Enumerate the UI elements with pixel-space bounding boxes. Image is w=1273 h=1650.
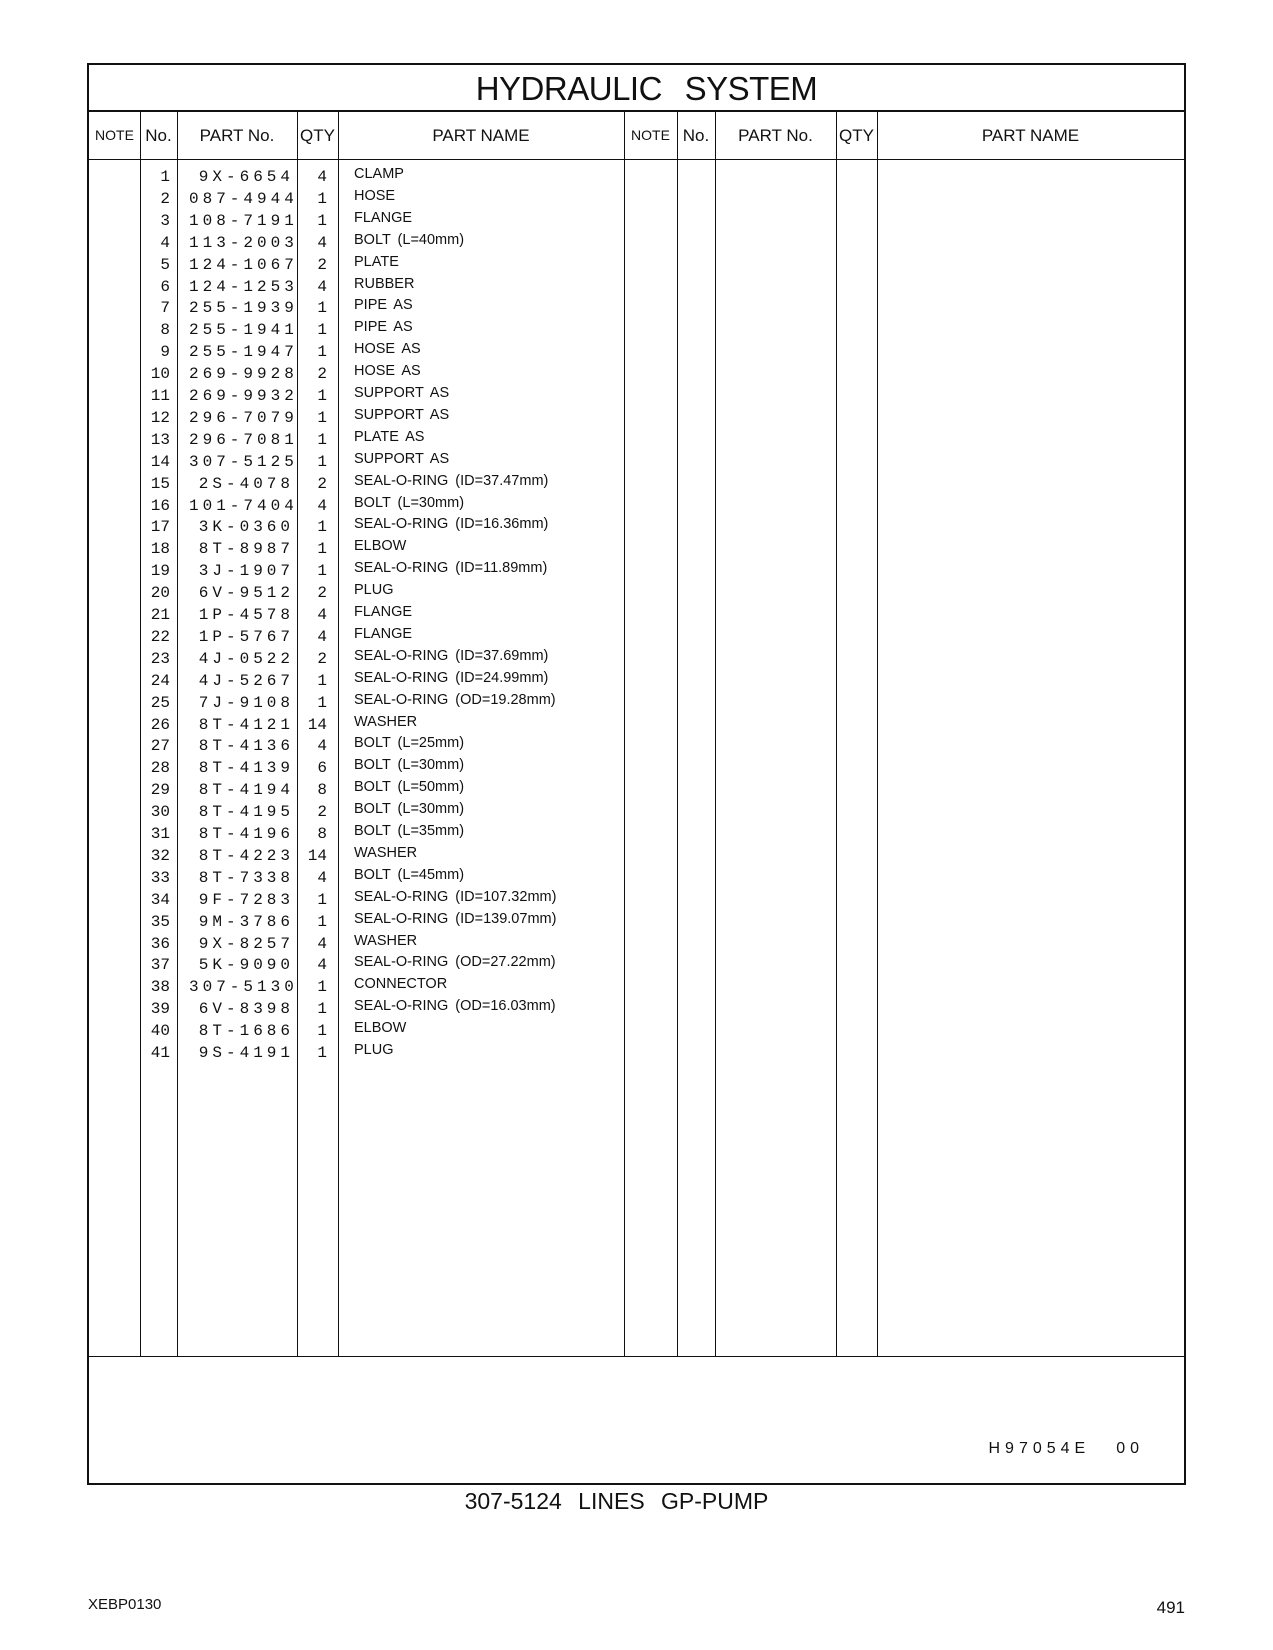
part-number: 307-5130 [189, 978, 298, 997]
header-qty: QTY [300, 126, 335, 145]
part-number: 8T-1686 [198, 1022, 294, 1041]
part-name: SEAL-O-RING (ID=139.07mm) [354, 910, 557, 927]
column-divider [677, 112, 678, 1356]
header-part-name: PART NAME [432, 126, 530, 145]
quantity: 1 [317, 693, 327, 712]
item-number: 23 [150, 649, 170, 668]
part-name: PLATE [354, 253, 399, 270]
item-number: 14 [150, 452, 170, 471]
item-number: 29 [150, 781, 170, 800]
header-note: NOTE [95, 127, 134, 143]
part-name: BOLT (L=45mm) [354, 866, 465, 883]
part-name: PLUG [354, 582, 394, 599]
quantity: 4 [317, 737, 327, 756]
item-number: 22 [150, 627, 170, 646]
quantity: 4 [317, 496, 327, 515]
header-qty: QTY [839, 126, 874, 145]
part-name: BOLT (L=30mm) [354, 757, 465, 774]
part-name: FLANGE [354, 625, 413, 642]
drawing-revision: 00 [1116, 1440, 1144, 1457]
quantity: 1 [317, 321, 327, 340]
item-number: 9 [160, 343, 170, 362]
column-divider [836, 112, 837, 1356]
item-number: 41 [150, 1044, 170, 1062]
part-name: WASHER [354, 713, 418, 730]
item-number: 24 [150, 671, 170, 690]
item-number: 36 [150, 934, 170, 953]
header-part-no: PART No. [199, 126, 275, 145]
part-number: 255-1941 [189, 321, 298, 340]
part-name: CONNECTOR [354, 976, 448, 993]
part-number: 101-7404 [189, 496, 298, 515]
item-number: 15 [150, 474, 170, 493]
quantity: 4 [317, 606, 327, 624]
quantity: 1 [317, 452, 327, 471]
part-name: ELBOW [354, 538, 407, 555]
part-name: SEAL-O-RING (ID=37.47mm) [354, 472, 549, 489]
document-id: XEBP0130 [88, 1596, 162, 1613]
drawing-code: H97054E 00 [988, 1440, 1144, 1457]
item-number: 3 [160, 211, 170, 230]
quantity: 2 [317, 474, 327, 493]
part-number: 9S-4191 [198, 1044, 294, 1062]
part-name: SUPPORT AS [354, 385, 450, 401]
part-name: BOLT (L=35mm) [354, 823, 465, 839]
item-number: 20 [150, 584, 170, 603]
quantity: 2 [317, 365, 327, 384]
quantity: 1 [317, 890, 327, 909]
item-number: 12 [150, 408, 170, 427]
part-name: SEAL-O-RING (ID=37.69mm) [354, 647, 549, 664]
item-number: 18 [150, 540, 170, 559]
part-name: RUBBER [354, 275, 415, 292]
item-number: 35 [150, 912, 170, 931]
part-number: 113-2003 [189, 233, 298, 252]
part-number: 8T-4195 [198, 803, 294, 822]
item-number: 25 [150, 693, 170, 712]
quantity: 1 [317, 1000, 327, 1019]
quantity: 2 [317, 584, 327, 603]
page-title: HYDRAULIC SYSTEM [89, 65, 1184, 112]
quantity: 4 [317, 277, 327, 296]
part-number: 3K-0360 [198, 518, 294, 537]
item-number: 5 [160, 255, 170, 274]
item-number: 26 [150, 715, 170, 734]
part-name: SUPPORT AS [354, 406, 450, 423]
item-number: 28 [150, 759, 170, 778]
part-number: 307-5125 [189, 452, 298, 471]
quantity: 1 [317, 912, 327, 931]
part-name: SEAL-O-RING (ID=107.32mm) [354, 888, 557, 905]
part-number: 8T-4121 [198, 715, 294, 734]
quantity: 8 [317, 825, 327, 843]
part-name: SEAL-O-RING (ID=16.36mm) [354, 516, 549, 533]
part-number: 087-4944 [189, 189, 298, 208]
part-name: BOLT (L=50mm) [354, 779, 465, 796]
quantity: 1 [317, 343, 327, 362]
item-number: 34 [150, 890, 170, 909]
part-name: FLANGE [354, 209, 413, 226]
quantity: 1 [317, 1022, 327, 1041]
part-number: 5K-9090 [198, 956, 294, 975]
item-number: 38 [150, 978, 170, 997]
part-name: CLAMP [354, 166, 404, 182]
part-number: 9M-3786 [198, 912, 294, 931]
item-number: 27 [150, 737, 170, 756]
header-part-name: PART NAME [981, 126, 1080, 145]
item-number: 17 [150, 518, 170, 537]
part-number: 296-7081 [189, 430, 298, 449]
header-divider [89, 159, 1184, 160]
quantity: 1 [317, 518, 327, 537]
part-number: 269-9928 [189, 365, 298, 384]
item-number: 40 [150, 1022, 170, 1041]
assembly-subtitle: 307-5124 LINES GP-PUMP [464, 1488, 769, 1514]
item-number: 37 [150, 956, 170, 975]
part-number: 1P-4578 [198, 606, 294, 624]
part-name: BOLT (L=40mm) [354, 231, 465, 248]
quantity: 1 [317, 671, 327, 690]
part-name: HOSE AS [354, 341, 421, 358]
column-divider [177, 112, 178, 1356]
item-number: 30 [150, 803, 170, 822]
item-number: 19 [150, 562, 170, 581]
part-number: 7J-9108 [198, 693, 294, 712]
item-number: 2 [160, 189, 170, 208]
quantity: 8 [317, 781, 327, 800]
header-part-no: PART No. [738, 126, 813, 145]
quantity: 2 [317, 255, 327, 274]
part-number: 9X-6654 [198, 168, 294, 186]
quantity: 1 [317, 562, 327, 581]
part-name: PIPE AS [354, 319, 413, 336]
part-name: SUPPORT AS [354, 450, 450, 467]
quantity: 1 [317, 211, 327, 230]
item-number: 10 [150, 365, 170, 384]
item-number: 32 [150, 846, 170, 865]
part-number: 9F-7283 [198, 890, 294, 909]
item-number: 11 [150, 387, 170, 405]
part-number: 124-1253 [189, 277, 298, 296]
part-number: 9X-8257 [198, 934, 294, 953]
quantity: 4 [317, 233, 327, 252]
column-divider [877, 112, 878, 1356]
quantity: 1 [317, 299, 327, 318]
part-number: 8T-4194 [198, 781, 294, 800]
part-name: BOLT (L=25mm) [354, 735, 465, 752]
quantity: 4 [317, 627, 327, 646]
part-number: 108-7191 [189, 211, 298, 230]
part-number: 6V-8398 [198, 1000, 294, 1019]
part-name: PLATE AS [354, 428, 425, 445]
item-number: 33 [150, 868, 170, 887]
quantity: 14 [307, 846, 327, 865]
part-number: 2S-4078 [198, 474, 294, 493]
column-divider [715, 112, 716, 1356]
part-name: SEAL-O-RING (OD=16.03mm) [354, 998, 556, 1015]
part-name: BOLT (L=30mm) [354, 494, 465, 511]
quantity: 1 [317, 978, 327, 997]
quantity: 1 [317, 540, 327, 559]
part-number: 8T-4136 [198, 737, 294, 756]
part-number: 4J-0522 [198, 649, 294, 668]
parts-list-frame [87, 63, 1186, 1485]
part-number: 4J-5267 [198, 671, 294, 690]
part-number: 296-7079 [189, 408, 298, 427]
part-name: SEAL-O-RING (OD=27.22mm) [354, 954, 556, 971]
item-number: 1 [160, 168, 170, 186]
part-number: 8T-4139 [198, 759, 294, 778]
item-number: 8 [160, 321, 170, 340]
quantity: 1 [317, 1044, 327, 1062]
quantity: 2 [317, 649, 327, 668]
item-number: 21 [150, 606, 170, 624]
item-number: 7 [160, 299, 170, 318]
part-name: WASHER [354, 932, 418, 949]
part-number: 255-1947 [189, 343, 298, 362]
part-name: SEAL-O-RING (ID=11.89mm) [354, 560, 548, 577]
part-name: PIPE AS [354, 297, 413, 314]
part-name: PLUG [354, 1042, 394, 1058]
page-number: 491 [1156, 1598, 1185, 1617]
header-note: NOTE [631, 127, 670, 143]
quantity: 4 [317, 168, 327, 186]
part-number: 8T-4196 [198, 825, 294, 843]
part-number: 8T-7338 [198, 868, 294, 887]
part-name: SEAL-O-RING (ID=24.99mm) [354, 669, 549, 686]
part-name: WASHER [354, 844, 418, 861]
header-no: No. [145, 126, 172, 145]
part-name: ELBOW [354, 1020, 407, 1037]
part-name: HOSE AS [354, 363, 421, 380]
quantity: 4 [317, 934, 327, 953]
item-number: 6 [160, 277, 170, 296]
part-number: 1P-5767 [198, 627, 294, 646]
part-number: 6V-9512 [198, 584, 294, 603]
item-number: 31 [150, 825, 170, 843]
part-number: 3J-1907 [198, 562, 294, 581]
table-bottom-divider [89, 1356, 1184, 1357]
quantity: 1 [317, 408, 327, 427]
part-number: 124-1067 [189, 255, 298, 274]
quantity: 1 [317, 430, 327, 449]
item-number: 4 [160, 233, 170, 252]
column-divider [338, 112, 339, 1356]
quantity: 4 [317, 956, 327, 975]
part-number: 255-1939 [189, 299, 298, 318]
quantity: 6 [317, 759, 327, 778]
part-name: BOLT (L=30mm) [354, 801, 465, 818]
part-name: SEAL-O-RING (OD=19.28mm) [354, 691, 556, 708]
quantity: 4 [317, 868, 327, 887]
part-number: 8T-8987 [198, 540, 294, 559]
quantity: 2 [317, 803, 327, 822]
part-number: 269-9932 [189, 387, 298, 405]
item-number: 16 [150, 496, 170, 515]
part-name: FLANGE [354, 604, 413, 620]
quantity: 1 [317, 189, 327, 208]
part-number: 8T-4223 [198, 846, 294, 865]
column-divider [624, 112, 625, 1356]
item-number: 39 [150, 1000, 170, 1019]
header-no: No. [682, 126, 710, 145]
part-name: HOSE [354, 187, 396, 204]
quantity: 14 [307, 715, 327, 734]
item-number: 13 [150, 430, 170, 449]
quantity: 1 [317, 387, 327, 405]
